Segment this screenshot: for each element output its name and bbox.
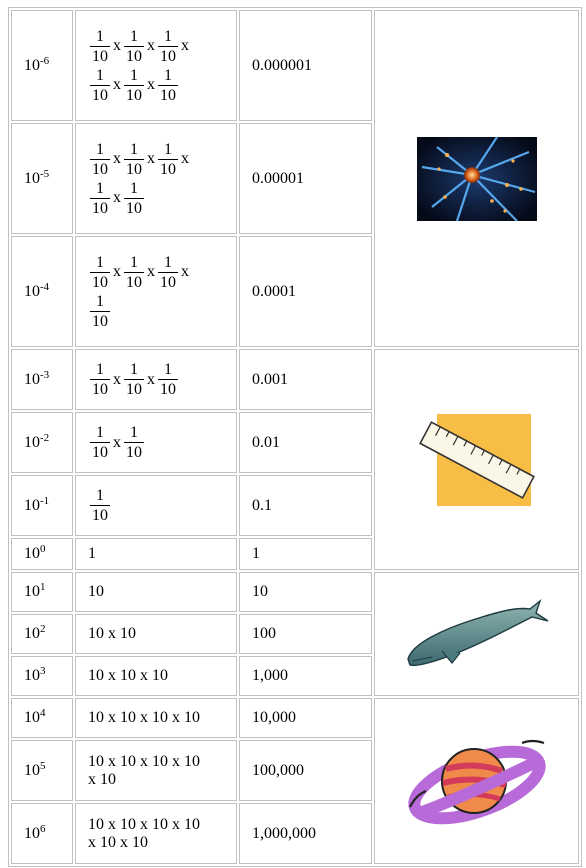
ruler-illustration (417, 410, 537, 510)
power-exponent: -4 (40, 280, 50, 293)
expression-text: 10 x 10 x 10 x 10 (88, 815, 200, 833)
expression-cell (75, 656, 237, 696)
expression-cell (75, 614, 237, 654)
power-cell (11, 740, 73, 801)
neuron-illustration (417, 137, 537, 221)
multiply-symbol: x (113, 76, 121, 93)
power-base: 10 (24, 370, 40, 388)
fraction (124, 423, 144, 462)
fraction-numerator: 1 (164, 140, 172, 158)
multiply-symbol: x (113, 37, 121, 54)
planet-illustration (402, 721, 552, 841)
fraction (124, 253, 144, 292)
decimal-value-cell: 1 (239, 538, 372, 570)
table-row (11, 572, 579, 612)
expression-line (88, 486, 236, 525)
expression-line (88, 360, 236, 399)
expression-cell (75, 123, 237, 234)
power-exponent: 5 (40, 759, 46, 772)
fraction-numerator: 1 (96, 140, 104, 158)
decimal-value-cell: 0.0001 (239, 236, 372, 347)
fraction (90, 253, 110, 292)
power-base: 10 (24, 761, 40, 779)
fraction-denominator: 10 (92, 199, 108, 217)
fraction-numerator: 1 (130, 361, 138, 378)
decimal-value-cell: 0.001 (239, 349, 372, 410)
multiply-symbol: x (113, 433, 121, 451)
fraction-numerator: 1 (130, 253, 138, 271)
multiply-symbol: x (181, 37, 189, 54)
decimal-value-cell: 1,000 (239, 656, 372, 696)
power-base: 10 (24, 824, 40, 842)
fraction (158, 66, 178, 105)
fraction (124, 360, 144, 399)
power-exponent: 3 (40, 665, 46, 677)
expression-line (88, 66, 236, 105)
expression-text: x 10 x 10 (88, 833, 148, 851)
power-base: 10 (24, 282, 40, 300)
power-cell (11, 656, 73, 696)
fraction-numerator: 1 (130, 66, 138, 84)
power-base: 10 (24, 496, 40, 514)
fraction (90, 423, 110, 462)
fraction (124, 27, 144, 66)
power-cell (11, 236, 73, 347)
fraction (124, 66, 144, 105)
fraction-denominator: 10 (92, 312, 108, 330)
expression-line (88, 253, 236, 292)
fraction-denominator: 10 (160, 86, 176, 104)
fraction-denominator: 10 (126, 160, 142, 178)
expression-cell (75, 572, 237, 612)
power-cell (11, 572, 73, 612)
power-base: 10 (24, 56, 40, 74)
multiply-symbol: x (113, 150, 121, 167)
fraction-denominator: 10 (92, 444, 108, 461)
power-base: 10 (24, 709, 40, 726)
fraction-numerator: 1 (96, 253, 104, 271)
multiply-symbol: x (147, 263, 155, 280)
fraction-numerator: 1 (164, 361, 172, 378)
whale-illustration (402, 589, 552, 679)
fraction-denominator: 10 (92, 507, 108, 524)
fraction-numerator: 1 (130, 27, 138, 45)
fraction-denominator: 10 (92, 86, 108, 104)
power-exponent: -6 (40, 54, 50, 67)
multiply-symbol: x (113, 263, 121, 280)
expression-text: 10 (88, 583, 104, 600)
power-cell (11, 475, 73, 536)
expression-text: 10 x 10 (88, 625, 136, 642)
decimal-value-cell: 10,000 (239, 698, 372, 738)
fraction-denominator: 10 (126, 273, 142, 291)
fraction (158, 27, 178, 66)
expression-line (88, 27, 236, 66)
fraction-denominator: 10 (160, 381, 176, 398)
power-exponent: 0 (40, 543, 46, 555)
fraction-denominator: 10 (92, 273, 108, 291)
multiply-symbol: x (147, 37, 155, 54)
fraction-numerator: 1 (96, 361, 104, 378)
decimal-value-cell: 1,000,000 (239, 803, 372, 864)
fraction-numerator: 1 (96, 487, 104, 504)
fraction (90, 140, 110, 179)
illustration-cell (374, 572, 579, 696)
multiply-symbol: x (113, 370, 121, 388)
fraction-denominator: 10 (126, 444, 142, 461)
fraction-numerator: 1 (164, 253, 172, 271)
power-base: 10 (24, 667, 40, 684)
table-row (11, 10, 579, 121)
fraction (158, 253, 178, 292)
multiply-symbol: x (147, 76, 155, 93)
expression-cell (75, 740, 237, 801)
fraction-denominator: 10 (92, 160, 108, 178)
illustration-cell (374, 349, 579, 570)
expression-cell (75, 349, 237, 410)
fraction-denominator: 10 (92, 47, 108, 65)
fraction-numerator: 1 (164, 27, 172, 45)
power-cell (11, 349, 73, 410)
illustration-cell (374, 698, 579, 864)
expression-line (88, 179, 236, 218)
expression-cell (75, 803, 237, 864)
power-cell (11, 10, 73, 121)
fraction-numerator: 1 (96, 292, 104, 310)
power-exponent: 2 (40, 623, 46, 635)
power-base: 10 (24, 583, 40, 600)
expression-cell (75, 412, 237, 473)
expression-text: x 10 (88, 770, 116, 788)
power-base: 10 (24, 169, 40, 187)
decimal-value-cell: 0.00001 (239, 123, 372, 234)
expression-text: 10 x 10 x 10 x 10 (88, 709, 200, 726)
power-exponent: -3 (40, 368, 50, 381)
expression-cell (75, 538, 237, 570)
fraction-numerator: 1 (130, 179, 138, 197)
power-base: 10 (24, 433, 40, 451)
power-cell (11, 614, 73, 654)
expression-text: 10 x 10 x 10 (88, 667, 168, 684)
fraction-numerator: 1 (96, 424, 104, 441)
expression-cell (75, 236, 237, 347)
fraction (124, 179, 144, 218)
expression-cell (75, 10, 237, 121)
power-base: 10 (24, 625, 40, 642)
expression-line (88, 292, 236, 331)
power-exponent: 6 (40, 822, 46, 835)
fraction-denominator: 10 (160, 47, 176, 65)
fraction-numerator: 1 (130, 140, 138, 158)
fraction-numerator: 1 (130, 424, 138, 441)
power-exponent: 4 (40, 707, 46, 719)
fraction (90, 179, 110, 218)
power-cell (11, 412, 73, 473)
fraction-denominator: 10 (126, 47, 142, 65)
expression-line (88, 423, 236, 462)
multiply-symbol: x (181, 263, 189, 280)
expression-line (88, 140, 236, 179)
multiply-symbol: x (181, 150, 189, 167)
fraction (90, 66, 110, 105)
expression-text: 1 (88, 545, 96, 562)
decimal-value-cell: 0.1 (239, 475, 372, 536)
fraction (90, 292, 110, 331)
power-exponent: -2 (40, 431, 50, 444)
decimal-value-cell: 0.000001 (239, 10, 372, 121)
power-base: 10 (24, 545, 40, 562)
decimal-value-cell: 100 (239, 614, 372, 654)
fraction-numerator: 1 (96, 66, 104, 84)
fraction-numerator: 1 (96, 179, 104, 197)
fraction-denominator: 10 (126, 86, 142, 104)
fraction (90, 27, 110, 66)
power-cell (11, 538, 73, 570)
fraction-denominator: 10 (160, 160, 176, 178)
fraction (90, 486, 110, 525)
table-row (11, 349, 579, 410)
power-exponent: -1 (40, 494, 50, 507)
fraction (158, 140, 178, 179)
illustration-cell (374, 10, 579, 347)
multiply-symbol: x (113, 189, 121, 206)
fraction-denominator: 10 (160, 273, 176, 291)
fraction-denominator: 10 (92, 381, 108, 398)
multiply-symbol: x (147, 150, 155, 167)
expression-cell (75, 698, 237, 738)
power-cell (11, 803, 73, 864)
fraction-numerator: 1 (96, 27, 104, 45)
fraction-denominator: 10 (126, 199, 142, 217)
decimal-value-cell: 0.01 (239, 412, 372, 473)
power-exponent: 1 (40, 581, 46, 593)
expression-text: 10 x 10 x 10 x 10 (88, 752, 200, 770)
power-cell (11, 123, 73, 234)
fraction (124, 140, 144, 179)
fraction-numerator: 1 (164, 66, 172, 84)
power-exponent: -5 (40, 167, 50, 180)
multiply-symbol: x (147, 370, 155, 388)
fraction (158, 360, 178, 399)
decimal-value-cell: 100,000 (239, 740, 372, 801)
power-cell (11, 698, 73, 738)
powers-of-ten-table (8, 7, 582, 867)
expression-cell (75, 475, 237, 536)
decimal-value-cell: 10 (239, 572, 372, 612)
table-row (11, 698, 579, 738)
fraction (90, 360, 110, 399)
fraction-denominator: 10 (126, 381, 142, 398)
